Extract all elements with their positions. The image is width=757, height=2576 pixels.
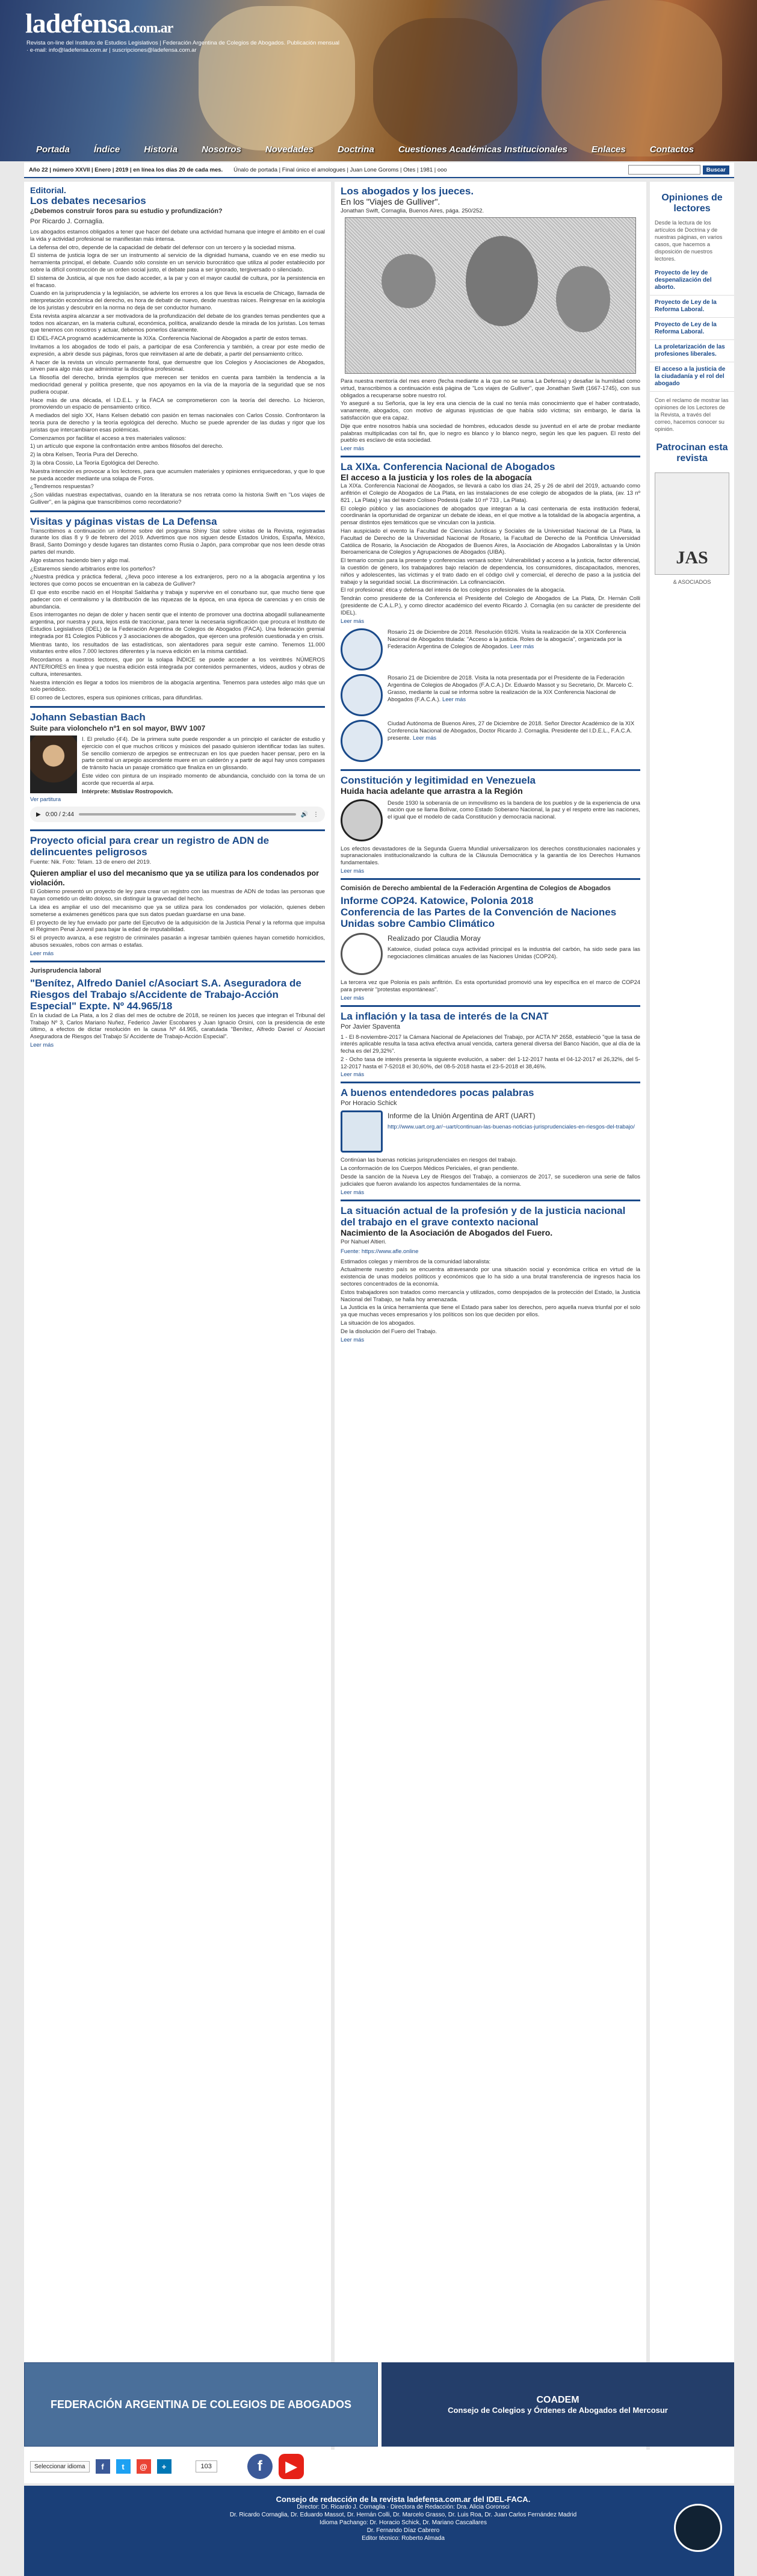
entendedores-author: Por Horacio Schick bbox=[341, 1100, 397, 1107]
inflacion-read-more[interactable]: Leer más bbox=[341, 1071, 365, 1078]
rosario-item bbox=[341, 628, 640, 670]
cop-read-more[interactable]: Leer más bbox=[341, 994, 365, 1001]
bach-section bbox=[24, 708, 331, 829]
audio-time: 0:00 / 2:44 bbox=[45, 811, 74, 818]
visitas-title[interactable]: Visitas y páginas vistas de La Defensa bbox=[30, 515, 217, 527]
venezuela-para: Desde 1930 la soberanía de un inmovilismo es la bandera de los pueblos y de la experiencia de una nación que se llama Bolívar, como Estado Soberano Nacional, la paz y el respeto entre las naciones, el igual que el modelo de cada Constitución y democracia nacional. bbox=[388, 799, 640, 820]
site-footer bbox=[24, 2486, 734, 2576]
situacion-subtitle: Nacimiento de la Asociación de Abogados del Fuero. bbox=[341, 1227, 553, 1237]
proyecto-para: El Gobierno presentó un proyecto de ley para crear un registro con las muestras de ADN de todas las personas que hayan cometido un delito doloso, sin distinguir la gravedad del hecho. bbox=[30, 888, 325, 902]
editorial-para: La defensa del otro, depende de la capacidad de debatir del defensor con un tercero y la sociedad misma. bbox=[30, 243, 296, 250]
entendedores-read-more[interactable]: Leer más bbox=[341, 1188, 365, 1195]
cop-body bbox=[341, 933, 640, 975]
footer-line: Editor técnico: Roberto Almada bbox=[362, 2535, 445, 2542]
editorial-para: Hace más de una década, el I.D.E.L. y la FACA se comprometieron con la teoría del derecho. Lo hicieron, promoviendo un espacio de pensamiento crítico. bbox=[30, 396, 325, 410]
entendedores-body bbox=[341, 1110, 640, 1153]
conferencia-title[interactable]: La XIXa. Conferencia Nacional de Abogados bbox=[341, 461, 555, 473]
bach-interpreter: Intérprete: Mstislav Rostropovich. bbox=[82, 787, 173, 794]
bach-score-link[interactable]: Ver partitura bbox=[30, 796, 61, 803]
venezuela-subtitle: Huida hacia adelante que arrastra a la Región bbox=[341, 785, 523, 796]
proyecto-para: El proyecto de ley fue enviado por parte del Ejecutivo de la adquisición de la Justicia Penal y la reforma que impulsa el Régimen Penal Juvenil para bajar la edad de imputabilidad. bbox=[30, 918, 325, 933]
nav-portada[interactable]: Portada bbox=[36, 144, 70, 155]
visitas-section bbox=[24, 512, 331, 706]
bach-title[interactable]: Johann Sebastian Bach bbox=[30, 711, 146, 723]
nav-indice[interactable]: Índice bbox=[93, 144, 120, 155]
nav-nosotros[interactable]: Nosotros bbox=[202, 144, 241, 155]
visitas-para: Nuestra intención es llegar a todos los miembros de la abogacía argentina. Tenemos para ustedes algo más que un solo periódico. bbox=[30, 678, 325, 693]
cop-para: Katowice, ciudad polaca cuya actividad principal es la industria del carbón, ha sido sede para las negociaciones climáticas anuales de las Naciones Unidas (COP24). bbox=[388, 945, 640, 959]
issue-info: Año 22 | número XXVII | Enero | 2019 | en línea los días 20 de cada mes. bbox=[29, 166, 223, 173]
faca-seal-icon bbox=[341, 674, 383, 716]
play-icon[interactable]: ▶ bbox=[36, 811, 41, 818]
visitas-para: El correo de Lectores, espera sus opiniones críticas, para difundirlas. bbox=[30, 694, 203, 701]
translate-select[interactable]: Seleccionar idioma bbox=[30, 2461, 90, 2472]
sidebar-link[interactable]: Proyecto de ley de despenalización del aborto. bbox=[650, 266, 734, 296]
jas-sponsor-logo[interactable] bbox=[655, 472, 729, 575]
faca-seal-icon bbox=[341, 628, 383, 670]
venezuela-title[interactable]: Constitución y legitimidad en Venezuela bbox=[341, 774, 536, 786]
editorial-para: 3) la obra Cossio, La Teoría Egológica del Derecho. bbox=[30, 459, 159, 466]
conferencia-subtitle: El acceso a la justicia y los roles de la abogacía bbox=[341, 472, 532, 483]
entendedores-url[interactable]: http://www.uart.org.ar/~uart/continuan-las-buenas-noticias-jurisprudenciales-en-riesgos-del-trabajo/ bbox=[388, 1123, 635, 1130]
nav-cuestiones[interactable]: Cuestiones Académicas Institucionales bbox=[398, 144, 568, 155]
nav-enlaces[interactable]: Enlaces bbox=[592, 144, 626, 155]
search-input[interactable] bbox=[628, 165, 700, 175]
editorial-para: Cuando en la jurisprudencia y la legislación, se advierte los errores a los que lleva la escuela de Chicago, llamada de interpretación económica del derecho, es hora de debatir de nuevo, desde nuestras raíces. Reingresar en la axiología de los juristas y descubrir en la norma no deja de ser conductor humano. bbox=[30, 289, 325, 311]
editorial-para: El sistema de Justicia, al que nos fue dado acceder, a la par y con el mayor caudal de cultura, por la persistencia en el fracaso. bbox=[30, 274, 325, 288]
editorial-para: Los abogados estamos obligados a tener que hacer del debate una actividad humana que integre el ámbito en el cual la vida y actividad profesional se manifiestan más intensa. bbox=[30, 228, 325, 242]
gulliver-section bbox=[335, 182, 646, 456]
coadem-text: Consejo de Colegios y Órdenes de Abogados del Mercosur bbox=[448, 2405, 668, 2415]
facebook-share-icon[interactable]: f bbox=[96, 2459, 110, 2474]
visitas-para: El que esto escribe nació en el Hospital Saldanha y trabaja y supervive en el conurbano sur, que mucho tiene que padecer con el centralismo y la distribución de las riquezas de la época, en una época de carencias y en crisis de abundancia. bbox=[30, 589, 325, 610]
gulliver-title[interactable]: Los abogados y los jueces. bbox=[341, 185, 474, 197]
logo-text: ladefensa bbox=[25, 8, 131, 39]
gulliver-author: Jonathan Swift, Cornaglia, Buenos Aires, pága. 250/252. bbox=[341, 208, 484, 214]
site-header bbox=[0, 0, 757, 161]
editorial-author: Por Ricardo J. Cornaglia. bbox=[30, 218, 104, 225]
editorial-section bbox=[24, 182, 331, 510]
nav-historia[interactable]: Historia bbox=[144, 144, 178, 155]
cop-para: La tercera vez que Polonia es país anfitrión. Es esta oportunidad promovió una ley específica en el marco de COP24 para prevenir "protestas espontáneas". bbox=[341, 978, 640, 992]
situacion-para: Estos trabajadores son tratados como mercancía y utilizados, como despojados de la protección del Estado, la Justicia Nacional del Trabajo, se halla hoy amenazada. bbox=[341, 1288, 640, 1302]
rosario-item bbox=[341, 674, 640, 716]
proyecto-para: Si el proyecto avanza, a ese registro de criminales pasarán a ingresar también quienes hayan cometido homicidios, abusos sexuales, robos con armas o estafas. bbox=[30, 934, 325, 948]
bach-para: I. El preludio (4'4). De la primera suite puede responder a un principio el carácter de estudio y ejercicio con el que muchos críticos y músicos del pasado quisieron identificar todas las suites. Se sencillo comienzo de arpegios se entrecruzan en los que pueden hacer pensar, pero en la parte central un arpegio ascendente muere en un calderón y a partir de aquí hay unos compases de tránsito hacia un pasaje cromático que finaliza en un glissando. bbox=[82, 735, 325, 771]
nav-novedades[interactable]: Novedades bbox=[265, 144, 314, 155]
visit-counter: 103 bbox=[196, 2460, 217, 2472]
audio-player bbox=[30, 807, 325, 822]
inflacion-section bbox=[335, 1007, 646, 1082]
audio-progress[interactable] bbox=[79, 813, 296, 816]
conferencia-section bbox=[335, 457, 646, 769]
benitez-read-more[interactable]: Leer más bbox=[30, 1041, 54, 1048]
benitez-title[interactable]: "Benítez, Alfredo Daniel c/Asociart S.A. Aseguradora de Riesgos del Trabajo s/Accidente de Trabajo-Acción Especial" Expte. Nº 44.965/18 bbox=[30, 977, 301, 1012]
gulliver-subtitle: En los "Viajes de Gulliver". bbox=[341, 197, 440, 206]
editorial-para: Nuestra intención es provocar a los lectores, para que acumulen materiales y opiniones enriquecedoras, y que lo que se pueda acceder mediante una solapa de Foros. bbox=[30, 467, 325, 481]
center-column bbox=[335, 182, 646, 2481]
search bbox=[628, 165, 729, 175]
header-painting-center bbox=[373, 18, 518, 150]
idel-logo bbox=[674, 2504, 722, 2552]
right-sidebar bbox=[650, 182, 734, 2481]
benitez-kicker: Jurisprudencia laboral bbox=[30, 967, 101, 974]
rosario-text: Rosario 21 de Diciembre de 2018. Visita la nota presentada por el Presidente de la Federación Argentina de Colegios de Abogados (F.A.C.A.) Dr. Eduardo Massot y su Secretario, Dr. Marcelo C. Grasso, mediante la cual se informa sobre la realización de la XIX Conferencia Nacional de Abogados (F.A.C.A.). bbox=[388, 673, 634, 702]
bach-subtitle: Suite para violonchelo nº1 en sol mayor, BWV 1007 bbox=[30, 724, 206, 733]
venezuela-read-more[interactable]: Leer más bbox=[341, 867, 365, 874]
situacion-title[interactable]: La situación actual de la profesión y de la justicia nacional del trabajo en el grave contexto nacional bbox=[341, 1204, 626, 1228]
proyecto-para: La idea es ampliar el uso del mecanismo que ya se utiliza para los condenados por violación, quienes deben someterse a exámenes genéticos para que sus datos puedan guardarse en una base. bbox=[30, 903, 325, 917]
cop-section bbox=[335, 880, 646, 1005]
editorial-para: Esta revista aspira alcanzar a ser motivadora de la profundización del debate de los grandes temas pendientes que a todos nos alcanzan, en la materia cultural, económica, política, analizando desde la mirada de los juristas. Los temas que tenemos con nosotros y actuar, debemos ponerlos claramente. bbox=[30, 312, 325, 333]
editorial-para: La filosofía del derecho, brinda ejemplos que merecen ser tenidos en cuenta para también la tendencia a la mediocridad general y política presente, que nos apoyamos en la vía de la mayoría de la seguridad que se nos pudiera ocupar. bbox=[30, 374, 325, 395]
editorial-para: A hacer de la revista un vínculo permanente foral, que demuestre que los Colegios y Asociaciones de Abogados, sirven para algo más que administrar la disciplina profesional. bbox=[30, 358, 325, 373]
site-logo[interactable] bbox=[25, 7, 173, 39]
sidebar-link[interactable]: Proyecto de Ley de la Reforma Laboral. bbox=[650, 318, 734, 340]
editorial-para: El IDEL-FACA programó académicamente la XIXa. Conferencia Nacional de Abogados a partir de estos temas. bbox=[30, 335, 308, 342]
search-button[interactable]: Buscar bbox=[703, 166, 729, 175]
proyecto-section bbox=[24, 831, 331, 960]
venezuela-para: Los efectos devastadores de la Segunda Guerra Mundial universalizaron los derechos constitucionales nacionales y supranacionales institucionalizando la cultura de la Cláusula Democrática y la garantía de los Derechos Humanos fundamentales. bbox=[341, 844, 640, 866]
benitez-para: En la ciudad de La Plata, a los 2 días del mes de octubre de 2018, se reúnen los jueces que integran el Tribunal del Trabajo Nº 3, Carlos Mariano Nuñez, Federico Javier Escobares y Juan Ignacio Orsini, con la presidencia de este último, a efectos de dictar resolución en la causa Nº 44.965, caratulada "Benítez, Alfredo Daniel c/ Asociart Aseguradora de Riesgos del Trabajo S/ Accidente de Trabajo-Acción Especial". bbox=[30, 1011, 325, 1040]
faca-seal-icon bbox=[341, 720, 383, 762]
editorial-para: ¿Tendremos respuestas? bbox=[30, 483, 94, 490]
proyecto-subtitle: Quieren ampliar el uso del mecanismo que ya se utiliza para los condenados por violación. bbox=[30, 869, 320, 888]
venezuela-body bbox=[341, 799, 640, 841]
sidebar-link[interactable]: El acceso a la justicia de la ciudadanía y el rol del abogado bbox=[650, 362, 734, 392]
facebook-icon[interactable]: f bbox=[247, 2454, 273, 2479]
visitas-para: Transcribimos a continuación un informe sobre del programa Shiny Stat sobre visitas de la Revista, registradas durante los días 8 y 9 de febrero del 2019. Advertimos que nos siguen desde Estados Unidos, España, México, Brasil, Santo Domingo y desde lugares tan distantes como Rusia o Japón, para comprobar que nos leen desde otras partes del mundo. bbox=[30, 527, 325, 556]
sidebar-title: Opiniones de lectores bbox=[661, 193, 723, 214]
situacion-para: La situación de los abogados. bbox=[341, 1319, 416, 1327]
entendedores-para: Desde la sanción de la Nueva Ley de Riesgos del Trabajo, a comienzos de 2017, se sucedieron una serie de fallos judiciales que fueron avalando los aspectos fundamentales de la norma. bbox=[341, 1173, 640, 1187]
conferencia-para: Tendrán como presidente de la Conferencia el Presidente del Colegio de Abogados de La Plata, Dr. Hernán Colli (presidente de C.A.L.P.), y como director académico del evento Ricardo J. Cornaglia (en su carácter de presidente del IDEL). bbox=[341, 595, 640, 616]
cop-subtitle: Conferencia de las Partes de la Convención de Naciones Unidas sobre Cambio Climático bbox=[341, 906, 617, 929]
engraving-figure bbox=[556, 266, 610, 332]
visitas-para: Mientras tanto, los resultados de las estadísticas, son alentadores para seguir este camino. Tenemos 11.000 visitantes entre ellos 7.000 lectores diferentes y la nueva edición en la misma cantidad. bbox=[30, 640, 325, 655]
editorial-para: Invitamos a los abogados de todo el país, a participar de esa Conferencia y también, a crear por este medio de expresión, a abrir desde sus páginas, foros que reinvitasen al arte de debatir, a partir del pensamiento crítico. bbox=[30, 342, 325, 357]
header-painting-right bbox=[542, 0, 722, 156]
visitas-para: Esos interrogantes no dejan de doler y hacen sentir que el intento de promover una doctrina abogadil sullaneamente argentina, por nuestra y pura, lejos está de traccionar, para tener la necesaria significación que procura el Instituto de Estudios Legislativos (IDEL) de la Federación Argentina de Colegios de Abogados (FACA). Una federación gremial integrada por 81 Colegios Públicos y 3 asociaciones de abogados, que ejercen una profesión cuestionada y en crisis. bbox=[30, 611, 325, 639]
nav-contactos[interactable]: Contactos bbox=[649, 144, 694, 155]
rosario-text: Ciudad Autónoma de Buenos Aires, 27 de Diciembre de 2018. Señor Director Académico de la XIX Conferencia Nacional de Abogados, Doctor Ricardo J. Cornaglia. Presidente del I.D.E.L., F.A.C.A. presente. bbox=[388, 719, 635, 741]
engraving-figure bbox=[382, 254, 436, 308]
footer-line: Dr. Fernando Díaz Cabrero bbox=[366, 2527, 440, 2534]
email-share-icon[interactable]: @ bbox=[137, 2459, 151, 2474]
info-bar bbox=[24, 163, 734, 178]
conferencia-para: El colegio público y las asociaciones de abogados que integran a la casi centenaria de esta institución federal, coordinarán la oportunidad de organizar un debate de ideas, en el que motive a la totalidad de la abogacía argentina, a pensar distintos ejes temáticos que se vinculan con la justicia. bbox=[341, 504, 640, 526]
benitez-section bbox=[24, 962, 331, 1052]
proyecto-title[interactable]: Proyecto oficial para crear un registro de ADN de delincuentes peligrosos bbox=[30, 835, 270, 858]
inflacion-author: Por Javier Spaventa bbox=[341, 1023, 401, 1030]
gulliver-para: Dije que entre nosotros había una sociedad de hombres, educados desde su juventud en el arte de probar mediante palabras multiplicadas con tal fin, que lo negro es blanco y lo blanco negro, según les que les paguen. El resto del pueblo es esclavo de esta sociedad. bbox=[341, 422, 640, 444]
conferencia-para: El temario común para la presente y conferencias versará sobre: Vulnerabilidad y acceso a la justicia, factor diferencial, la cuestión de género, los trabajadores bajo relación de dependencia, los consumidores, discapacitados, menores, niños y adolescentes, las víctimas y el trato dado en el código civil y comercial, el derecho de paso a la justicia del trabajo y la seguridad social. La discriminación. La cofinanciación. bbox=[341, 557, 640, 585]
gulliver-engraving bbox=[345, 217, 636, 374]
site-tagline: Revista on-line del Instituto de Estudios Legislativos | Federación Argentina de Colegios de Abogados. Publicación mensual · e-mail: info@ladefensa.com.ar | suscripciones@ladefensa.com.ar bbox=[26, 40, 340, 54]
entendedores-title[interactable]: A buenos entendedores pocas palabras bbox=[341, 1087, 534, 1099]
jas-subtitle: & ASOCIADOS bbox=[673, 579, 711, 585]
bach-portrait bbox=[30, 735, 77, 793]
sidebar-intro: Desde la lectura de los artículos de Doctrina y de nuestras páginas, en varios casos, que hacemos a disposición de nuestros lectores. bbox=[655, 220, 723, 262]
youtube-icon[interactable]: ▶ bbox=[279, 2454, 304, 2479]
cop-title[interactable]: Informe COP24. Katowice, Polonia 2018 bbox=[341, 894, 534, 906]
entendedores-para: La conformación de los Cuerpos Médicos Periciales, el gran pendiente. bbox=[341, 1165, 519, 1172]
twitter-share-icon[interactable]: t bbox=[116, 2459, 131, 2474]
situacion-para: La Justicia es la única herramienta que tiene el Estado para saber los derechos, pero aquella nueva triunfal por el solo ya que muchas veces empresarios y los políticos son los que deciden por ellos. bbox=[341, 1304, 640, 1318]
conferencia-para: La XIXa. Conferencia Nacional de Abogados, se llevará a cabo los días 24, 25 y 26 de abril del 2019, actuando como anfitrión el Colegio de Abogados de La Plata, en las instalaciones de ese colegio de abogados de la plata, (av. 13 nº 821 , La Plata) y las del teatro Coliseo Podestá (calle 10 nº 733 , La Plata). bbox=[341, 482, 640, 503]
cop-kicker: Comisión de Derecho ambiental de la Federación Argentina de Colegios de Abogados bbox=[341, 884, 611, 892]
conferencia-para: El rol profesional: ética y defensa del interés de los colegios profesionales de la abogacía. bbox=[341, 586, 566, 593]
banners bbox=[24, 2362, 734, 2447]
sidebar-note: Con el reclamo de mostrar las opiniones de los Lectores de la Revista, a través del correo, hacemos conocer su opinión. bbox=[655, 397, 729, 432]
main-nav bbox=[24, 142, 734, 156]
editorial-para: El sistema de justicia logra de ser un instrumento al servicio de la dignidad humana, cuando ve en ese medio su herramienta principal, el debate. Cuando sólo consiste en un servicio burocrático que utiliza al poder establecido por sobre la difícil construcción de un orden social justo, el debate pasa a ser ignorado, tergiversado o silenciado. bbox=[30, 252, 325, 273]
visitas-para: Recordamos a nuestros lectores, que por la solapa ÍNDICE se puede acceder a los veintitrés NÚMEROS ANTERIORES en línea y que nuestra edición está integrada por contenidos permanentes, videos, audios y obras de cultura, interesantes. bbox=[30, 656, 325, 677]
entendedores-section bbox=[335, 1083, 646, 1199]
uart-logo bbox=[341, 1110, 383, 1153]
bach-para: Este video con pintura de un inspirado momento de abundancia, concluido con la toma de un acorde que recuerda al arpa. bbox=[82, 772, 325, 786]
footer-text bbox=[229, 2495, 578, 2542]
situacion-section bbox=[335, 1201, 646, 1347]
volume-icon[interactable]: 🔊 bbox=[300, 811, 308, 818]
situacion-para: Actualmente nuestro país se encuentra atravesando por una situación social y económica crítica en virtud de la existencia de unas modelos políticos y económicos que lo ha sido a una brutal transferencia de ingresos hacia los sectores concentrados de la economía. bbox=[341, 1266, 640, 1287]
situacion-para: De la disolución del Fuero del Trabajo. bbox=[341, 1327, 437, 1334]
footer-line: Director: Dr. Ricardo J. Cornaglia · Directora de Redacción: Dra. Alicia Goronsci bbox=[297, 2504, 510, 2510]
share-icon[interactable]: + bbox=[157, 2459, 171, 2474]
gulliver-para: Para nuestra mentoría del mes enero (fecha mediante a la que no se suma La Defensa) y desafiar la humildad como virtud, transcribimos a continuación está página de "Los viajes de Gulliver", que Jonathan Swift (1667-1745), con sus obligados a recuperarse sobre nuestro rol. bbox=[341, 377, 640, 398]
editorial-title[interactable]: Los debates necesarios bbox=[30, 195, 146, 206]
visitas-para: ¿Estaremos siendo arbitrarios entre los porteños? bbox=[30, 565, 155, 572]
left-column bbox=[24, 182, 331, 2481]
more-icon[interactable]: ⋮ bbox=[313, 811, 319, 818]
inflacion-para: 1 - El 8-noviembre-2017 la Cámara Nacional de Apelaciones del Trabajo, por ACTA Nº 2658, estableció "que la tasa de interés aplicable resulta la tasa activa efectiva anual vencida, cartera general diversa del Banco Nación, que al día de la fecha es del 29,32%". bbox=[341, 1033, 640, 1054]
visitas-para: ¿Nuestra prédica y práctica federal, ¿lleva poco interese a los extranjeros, pero no a la abogacía argentina y los lectores que como pocos se encuentran en la cabeza de Gulliver? bbox=[30, 573, 325, 587]
engraving-figure bbox=[466, 236, 538, 326]
sponsors-title: Patrocinan esta revista bbox=[656, 442, 728, 463]
situacion-source[interactable]: Fuente: https://www.afle.online bbox=[341, 1248, 419, 1255]
header-painting-left bbox=[199, 6, 355, 150]
proyecto-read-more[interactable]: Leer más bbox=[30, 949, 54, 956]
visitas-para: Algo estamos haciendo bien y algo mal. bbox=[30, 556, 130, 563]
situacion-read-more[interactable]: Leer más bbox=[341, 1336, 365, 1343]
rosario-read-more[interactable]: Leer más bbox=[413, 734, 437, 741]
inflacion-para: 2 - Ocho tasa de interés presenta la siguiente evolución, a saber: del 1-12-2017 hasta el 04-12-2017 el 26,32%, del 5-12-2017 hasta el 7-52018 el 30,60%, del 08-5-2018 hasta el 23-5-2018 el 38,46%. bbox=[341, 1055, 640, 1070]
rosario-text: Rosario 21 de Diciembre de 2018. Resolución 692/6. Visita la realización de la XIX Conferencia Nacional de Abogados titulada: "Acceso a la justicia. Roles de la abogacía", organizada por la Federación Argentina de Colegios de Abogados. bbox=[388, 628, 626, 649]
proyecto-source: Fuente: Nik. Foto: Telam. 13 de enero del 2019. bbox=[30, 859, 152, 866]
nav-doctrina[interactable]: Doctrina bbox=[337, 144, 374, 155]
entendedores-item: Informe de la Unión Argentina de ART (UART) bbox=[388, 1112, 536, 1121]
footer-line: Idioma Pachango: Dr. Horacio Schick, Dr. Mariano Cascallares bbox=[320, 2519, 487, 2526]
editorial-kicker: Editorial. bbox=[30, 185, 66, 195]
situacion-para: Estimados colegas y miembros de la comunidad laboralista: bbox=[341, 1257, 491, 1265]
faca-banner[interactable]: FEDERACIÓN ARGENTINA DE COLEGIOS DE ABOGADOS bbox=[24, 2362, 378, 2447]
editorial-subtitle: ¿Debemos construir foros para su estudio y profundización? bbox=[30, 208, 223, 215]
sidebar-link[interactable]: La proletarización de las profesiones liberales. bbox=[650, 340, 734, 362]
logo-suffix: .com.ar bbox=[131, 20, 173, 36]
cop-byline: Realizado por Claudia Moray bbox=[388, 933, 481, 943]
gulliver-para: Yo aseguré a su Señoría, que la ley era una ciencia de la cual no tenía más conocimiento que el haber contratado, vanamente, abogados, con motivo de algunas injusticias de que había sido víctima; sin embargo, le daría la satisfacción que era capaz. bbox=[341, 400, 640, 421]
jas-text: JAS bbox=[676, 548, 708, 568]
venezuela-section bbox=[335, 771, 646, 878]
venezuela-photo bbox=[341, 799, 383, 841]
coadem-banner[interactable] bbox=[382, 2362, 734, 2447]
editorial-para: 1) un artículo que expone la confrontación entre ambos filósofos del derecho. bbox=[30, 442, 224, 450]
coadem-logo: COADEM bbox=[536, 2394, 579, 2405]
editorial-para: A mediados del siglo XX, Hans Kelsen debatió con pasión en temas nacionales con Carlos Cossio. Confrontaron la teoría pura de derecho y la teoría egológica del derecho. Mucho se puede aprender de las dudas y rigor que los juristas que intercambiaron esas polémicas. bbox=[30, 412, 325, 433]
entendedores-para: Continúan las buenas noticias jurisprudenciales en riesgos del trabajo. bbox=[341, 1156, 517, 1163]
rosario-read-more[interactable]: Leer más bbox=[442, 695, 466, 702]
inflacion-title[interactable]: La inflación y la tasa de interés de la CNAT bbox=[341, 1010, 549, 1022]
bottom-toolbar bbox=[24, 2450, 734, 2483]
editorial-para: ¿Son válidas nuestras expectativas, cuando en la literatura se nos retrata como la historia Swift en "Los viajes de Gulliver", en la página que transcribimos como recordatorio? bbox=[30, 491, 325, 505]
sidebar-link[interactable]: Proyecto de Ley de la Reforma Laboral. bbox=[650, 296, 734, 318]
rosario-read-more[interactable]: Leer más bbox=[510, 642, 534, 649]
conferencia-read-more[interactable]: Leer más bbox=[341, 617, 365, 624]
editorial-para: 2) la obra Kelsen, Teoría Pura del Derecho. bbox=[30, 451, 139, 458]
footer-line: Dr. Ricardo Cornaglia, Dr. Eduardo Massot, Dr. Hernán Colli, Dr. Marcelo Grasso, Dr. Luis Roa, Dr. Juan Carlos Fernández Madrid bbox=[229, 2512, 577, 2518]
rosario-item bbox=[341, 720, 640, 762]
info-links[interactable]: Únalo de portada | Final único el amologues | Juan Lone Goroms | Otes | 1981 | ooo bbox=[233, 166, 447, 173]
editorial-para: Comenzamos por facilitar el acceso a tres materiales valiosos: bbox=[30, 434, 187, 441]
gulliver-read-more[interactable]: Leer más bbox=[341, 445, 365, 452]
footer-title: Consejo de redacción de la revista ladefensa.com.ar del IDEL-FACA. bbox=[276, 2495, 531, 2504]
conferencia-para: Han auspiciado el evento la Facultad de Ciencias Jurídicas y Sociales de la Universidad Nacional de La Plata, la Facultad de Derecho de la Universidad Nacional de Rosario, la Facultad de Derecho de la Pontificia Universidad Católica de Rosario, la Asociación de Abogados de Buenos Aires, la Asociación de Abogados Laboralistas y la Unión Iberoamericana de Colegios y Agrupaciones de Abogados (UIBA). bbox=[341, 527, 640, 556]
moray-photo bbox=[341, 933, 383, 975]
situacion-author: Por Nahuel Altieri. bbox=[341, 1238, 387, 1245]
